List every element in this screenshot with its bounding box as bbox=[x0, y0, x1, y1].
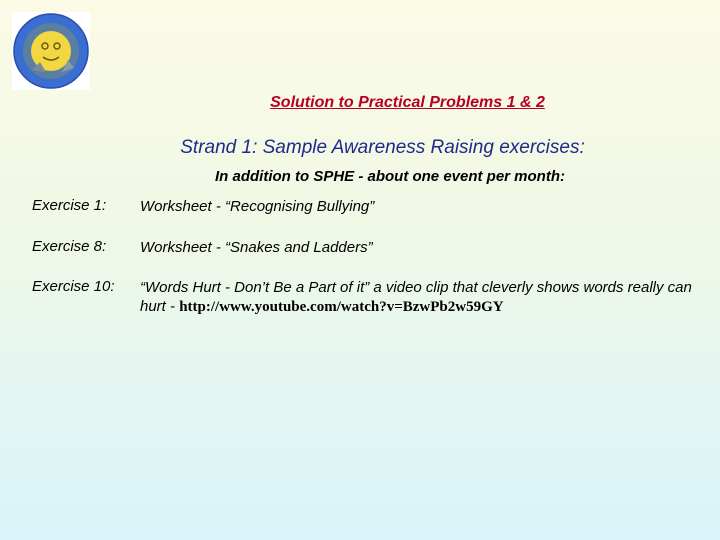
exercise-row bbox=[32, 238, 692, 257]
exercise-row bbox=[32, 197, 692, 216]
exercise-label: Exercise 8: bbox=[32, 238, 107, 255]
page-title: Solution to Practical Problems 1 & 2 bbox=[270, 94, 545, 111]
exercise-description: Worksheet - “Snakes and Ladders” bbox=[140, 239, 373, 256]
exercise-row bbox=[32, 278, 692, 317]
exercise-description: Worksheet - “Recognising Bullying” bbox=[140, 198, 375, 215]
exercise-text: “Words Hurt - Don’t Be a Part of it” a video clip that cleverly shows words really can hurt bbox=[140, 279, 692, 315]
exercise-description bbox=[140, 278, 692, 317]
video-link[interactable]: http://www.youtube.com/watch?v=BzwPb2w59GY bbox=[179, 299, 504, 315]
logo-emblem-icon bbox=[12, 12, 90, 90]
exercise-label: Exercise 1: bbox=[32, 197, 107, 214]
school-logo bbox=[12, 12, 90, 90]
intro-text: In addition to SPHE - about one event per month: bbox=[215, 168, 565, 185]
separator: - bbox=[165, 298, 180, 315]
strand-subtitle: Strand 1: Sample Awareness Raising exercises: bbox=[180, 137, 585, 158]
exercise-label: Exercise 10: bbox=[32, 278, 115, 295]
